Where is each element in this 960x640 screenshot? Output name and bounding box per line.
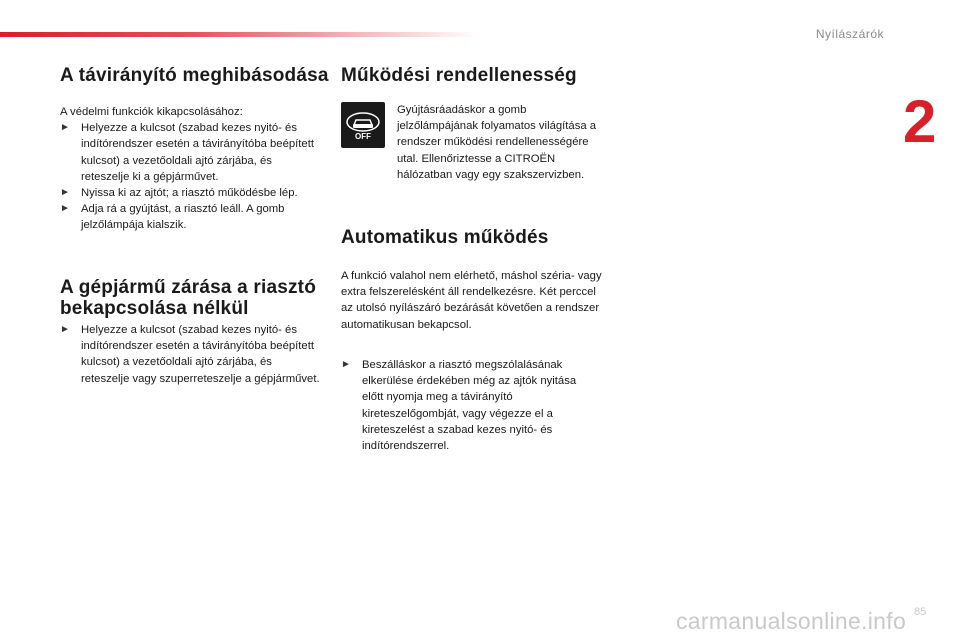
list-item: ► Nyissa ki az ajtót; a riasztó működésbe lép. <box>60 185 322 201</box>
list-item: ► Adja rá a gyújtást, a riasztó leáll. A gomb jelzőlámpája kialszik. <box>60 203 285 232</box>
heading-remote-failure: A távirányító meghibásodása <box>60 65 329 86</box>
heading-lock-without-alarm <box>60 277 316 319</box>
remote-failure-body <box>60 104 322 234</box>
list-item: ► Helyezze a kulcsot (szabad kezes nyitó- és indítórendszer esetén a távirányítóba beépített kulcsot) a vezetőoldali ajtó zárjába, és reteszelje vagy szuperreteszelje a gépjárművet. <box>60 324 320 385</box>
heading-line: A gépjármű zárása a riasztó <box>60 277 317 298</box>
section-title: Nyílászárók <box>815 27 884 41</box>
automatic-text: A funkció valahol nem elérhető, máshol széria- vagy extra felszerelésként áll rendelkezésre. Két perccel az utolsó nyílászáró bezárását követően a rendszer automatikusan bekapcsol. <box>341 270 602 331</box>
malfunction-text: Gyújtásráadáskor a gomb jelzőlámpájának folyamatos világítása a rendszer működési rendellenességére utal. Ellenőriztesse a CITROËN hálózatban vagy egy szakszervizben. <box>397 104 597 181</box>
lock-without-alarm-body <box>60 322 322 387</box>
list-item: ► Beszálláskor a riasztó megszólalásának elkerülése érdekében még az ajtók nyitása előtt nyomja meg a távirányító kireteszelőgombját, vagy végezze el a kireteszelést a szabad kezes nyitó- és indítórendszerrel. <box>341 359 577 453</box>
bullet-arrow-icon: ► <box>341 359 351 370</box>
page-number: 85 <box>914 606 927 618</box>
list-item: ► Helyezze a kulcsot (szabad kezes nyitó- és indítórendszer esetén a távirányítóba beépített kulcsot) a vezetőoldali ajtó zárjába, és reteszelje ki a gépjárművet. <box>60 122 314 183</box>
bullet-arrow-icon: ► <box>60 122 70 134</box>
bullet-arrow-icon: ► <box>60 203 70 215</box>
remote-failure-intro: A védelmi funkciók kikapcsolásához: <box>60 106 243 118</box>
heading-automatic: Automatikus működés <box>341 227 549 248</box>
chapter-number: 2 <box>903 88 937 155</box>
watermark: carmanualsonline.info <box>676 608 907 634</box>
alarm-off-label: OFF <box>355 132 371 141</box>
heading-line: bekapcsolása nélkül <box>60 298 249 319</box>
bullet-arrow-icon: ► <box>60 324 70 335</box>
header-accent-bar <box>0 32 480 37</box>
alarm-off-icon <box>341 102 385 148</box>
automatic-tips <box>341 357 593 454</box>
heading-malfunction: Működési rendellenesség <box>341 65 577 86</box>
bullet-arrow-icon: ► <box>60 187 70 199</box>
remote-failure-steps <box>60 120 322 233</box>
